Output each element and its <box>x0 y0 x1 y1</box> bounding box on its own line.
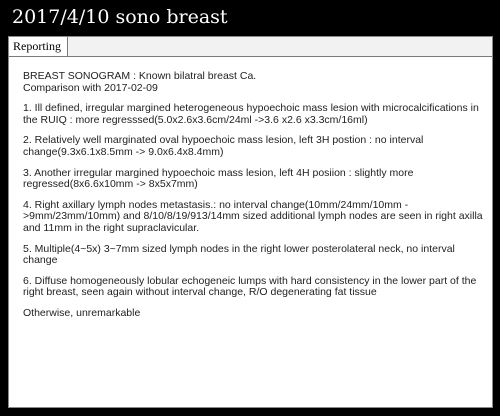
finding-1: 1. Ill defined, irregular margined heterogeneous hypoechoic mass lesion with microcalcifications in the RUIQ : more regresssed(5.0x2.6x3.6cm/24ml ->3.6 x2.6 x3.3cm/16ml) <box>23 102 479 126</box>
report-header <box>23 71 485 94</box>
report-header-line1: BREAST SONOGRAM : Known bilatral breast Ca. <box>23 70 257 82</box>
report-header-line2: Comparison with 2017-02-09 <box>23 81 158 94</box>
page-title: 2017/4/10 sono breast <box>12 6 228 28</box>
report-window <box>8 36 493 408</box>
tab-strip <box>9 37 492 57</box>
finding-5: 5. Multiple(4~5x) 3~7mm sized lymph nodes in the right lower posterolateral neck, no interval change <box>23 242 455 267</box>
closing-remark: Otherwise, unremarkable <box>23 306 141 319</box>
tab-reporting[interactable]: Reporting <box>9 37 68 56</box>
report-text <box>23 71 485 329</box>
finding-2: 2. Relatively well marginated oval hypoechoic mass lesion, left 3H postion : no interval change(9.3x6.1x8.5mm -> 9.0x6.4x8.4mm) <box>23 134 424 158</box>
finding-6: 6. Diffuse homogeneously lobular echogeneic lumps with hard consistency in the lower part of the right breast, seen again without interval change, R/O degenerating fat tissue <box>23 274 477 299</box>
finding-4: 4. Right axillary lymph nodes metastasis.: no interval change(10mm/24mm/10mm ->9mm/23mm/10mm) and 8/10/8/19/913/14mm sized additional lymph nodes are seen in right axilla and 11mm in the right supraclavicular. <box>23 198 483 234</box>
finding-3: 3. Another irregular margined hypoechoic mass lesion, left 4H posiion : slightly more regressed(8x6.6x10mm -> 8x5x7mm) <box>23 166 414 191</box>
